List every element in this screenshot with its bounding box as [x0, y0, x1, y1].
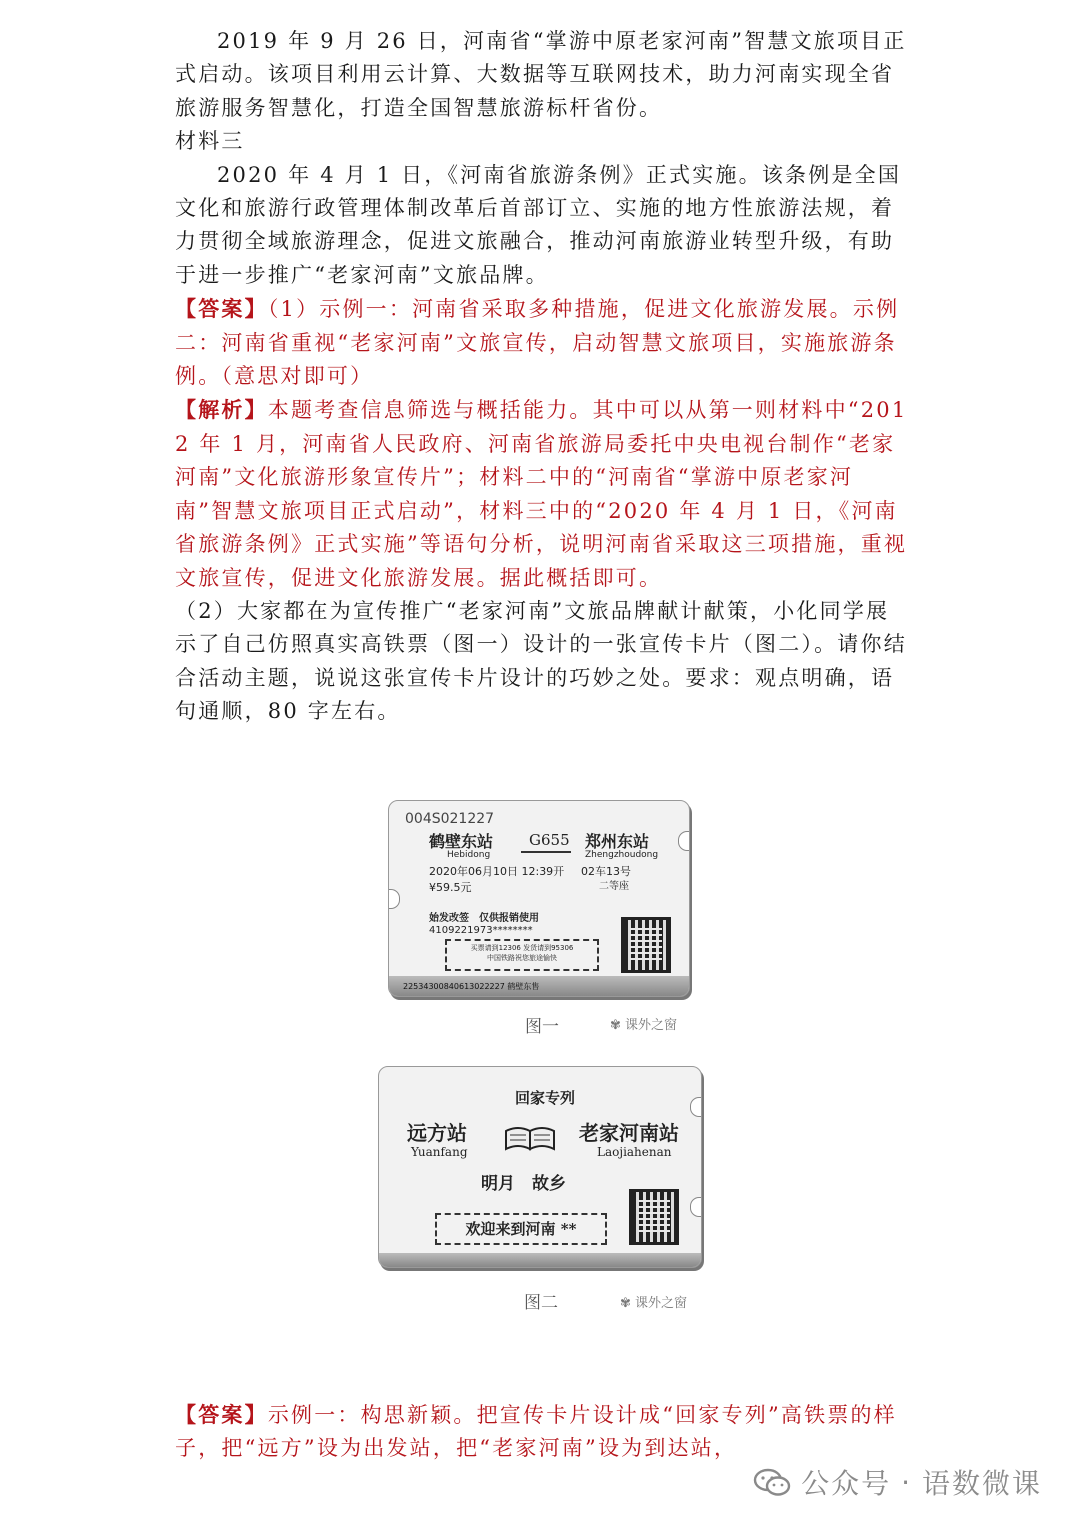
main-text	[175, 25, 910, 729]
qr-code-icon	[629, 1189, 679, 1245]
card-middle-text: 明月 故乡	[481, 1174, 566, 1194]
from-pinyin: Hebidong	[447, 850, 491, 860]
figure1-ticket	[388, 800, 690, 997]
card-dashed-box	[435, 1213, 607, 1245]
qr-code-icon	[621, 917, 671, 973]
from-station: 鹤壁东站	[429, 832, 494, 851]
ticket-serial: 004S021227	[405, 811, 495, 827]
card-from-station: 远方站	[407, 1121, 467, 1145]
seat-class: 二等座	[599, 881, 629, 892]
wechat-watermark	[753, 1462, 1042, 1502]
answer-1	[175, 292, 910, 393]
ticket-notch	[678, 831, 690, 851]
card-notch	[690, 1197, 702, 1217]
card-strip	[379, 1253, 701, 1267]
card-to-pinyin: Laojiahenan	[597, 1145, 672, 1159]
watermark-name: 语数微课	[921, 1467, 1042, 1500]
card-to-station: 老家河南站	[579, 1121, 679, 1145]
watermark-icon: ✾	[620, 1296, 636, 1311]
ticket-datetime: 2020年06月10日 12:39开	[429, 865, 565, 878]
ticket-magnetic-strip	[389, 976, 689, 996]
answer-tag: 【答案】	[175, 1402, 268, 1427]
card-box-text: 欢迎来到河南 **	[465, 1220, 577, 1238]
watermark-account: 公众号	[801, 1467, 892, 1500]
wechat-icon	[753, 1467, 791, 1497]
bottom-code: 22534300840613022227 鹤壁东售	[403, 982, 540, 991]
answer-2	[175, 1398, 910, 1466]
open-book-icon	[504, 1123, 556, 1153]
watermark-icon: ✾	[610, 1018, 626, 1033]
paragraph-material2: 2019 年 9 月 26 日，河南省“掌游中原老家河南”智慧文旅项目正式启动。该项目利用云计算、大数据等互联网技术，助力河南实现全省旅游服务智慧化，打造全国智慧旅游标杆省份。	[175, 29, 907, 120]
ticket-seat: 02车13号	[581, 865, 631, 878]
material3-heading: 材料三	[175, 129, 245, 154]
to-pinyin: Zhengzhoudong	[585, 850, 659, 860]
question-2: （2）大家都在为宣传推广“老家河南”文旅品牌献计献策，小化同学展示了自己仿照真实高铁票（图一）设计的一张宣传卡片（图二）。请你结合活动主题，说说这张宣传卡片设计的巧妙之处。要求：观点明确，语句通顺，80 字左右。	[175, 598, 907, 724]
analysis-1	[175, 393, 910, 594]
id-number: 4109221973********	[429, 925, 533, 936]
card-from-pinyin: Yuanfang	[411, 1145, 468, 1159]
card-header: 回家专列	[514, 1089, 575, 1107]
answer-tag: 【答案】	[175, 296, 268, 322]
answer-1-text: （1）示例一：河南省采取多种措施，促进文化旅游发展。示例二：河南省重视“老家河南”文旅宣传，启动智慧文旅项目，实施旅游条例。（意思对即可）	[175, 297, 900, 389]
ticket-notch	[388, 889, 400, 909]
box-line-2: 中国铁路祝您旅途愉快	[487, 954, 557, 962]
watermark-dot: ·	[901, 1465, 912, 1499]
figure2-caption: 图二	[524, 1293, 558, 1313]
ticket-price: ¥59.5元	[429, 881, 472, 894]
to-station: 郑州东站	[585, 832, 650, 851]
analysis-1-text: 本题考查信息筛选与概括能力。其中可以从第一则材料中“2012 年 1 月，河南省人民政府、河南省旅游局委托中央电视台制作“老家河南”文化旅游形象宣传片”；材料二中的“河南省“掌游中原老家河南”智慧文旅项目正式启动”，材料三中的“2020 年 4 月 1 日，《河南省旅游条例》正式实施”等语句分析，说明河南省采取这三项措施，重视文旅宣传，促进文化旅游发展。据此概括即可。	[175, 398, 908, 590]
arrow-line	[521, 851, 571, 853]
train-number: G655	[529, 831, 570, 849]
figure1-watermark: ✾ 课外之窗	[610, 1018, 678, 1033]
answer-2-text: 示例一：构思新颖。把宣传卡片设计成“回家专列”高铁票的样子，把“远方”设为出发站，把“老家河南”设为到达站，	[175, 1403, 897, 1461]
figure2-watermark: ✾ 课外之窗	[620, 1296, 688, 1311]
answer-2-block	[175, 1398, 910, 1466]
analysis-tag: 【解析】	[175, 397, 268, 423]
box-line-1: 买票请到12306 发货请到95306	[470, 944, 574, 952]
figure2-card	[378, 1066, 702, 1268]
figure1-caption: 图一	[525, 1017, 559, 1037]
ticket-note: 始发改签 仅供报销使用	[429, 913, 539, 924]
ticket-dashed-box	[445, 939, 599, 971]
paragraph-material3: 2020 年 4 月 1 日，《河南省旅游条例》正式实施。该条例是全国文化和旅游行政管理体制改革后首部订立、实施的地方性旅游法规，着力贯彻全域旅游理念，促进文旅融合，推动河南旅游业转型升级，有助于进一步推广“老家河南”文旅品牌。	[175, 162, 902, 287]
